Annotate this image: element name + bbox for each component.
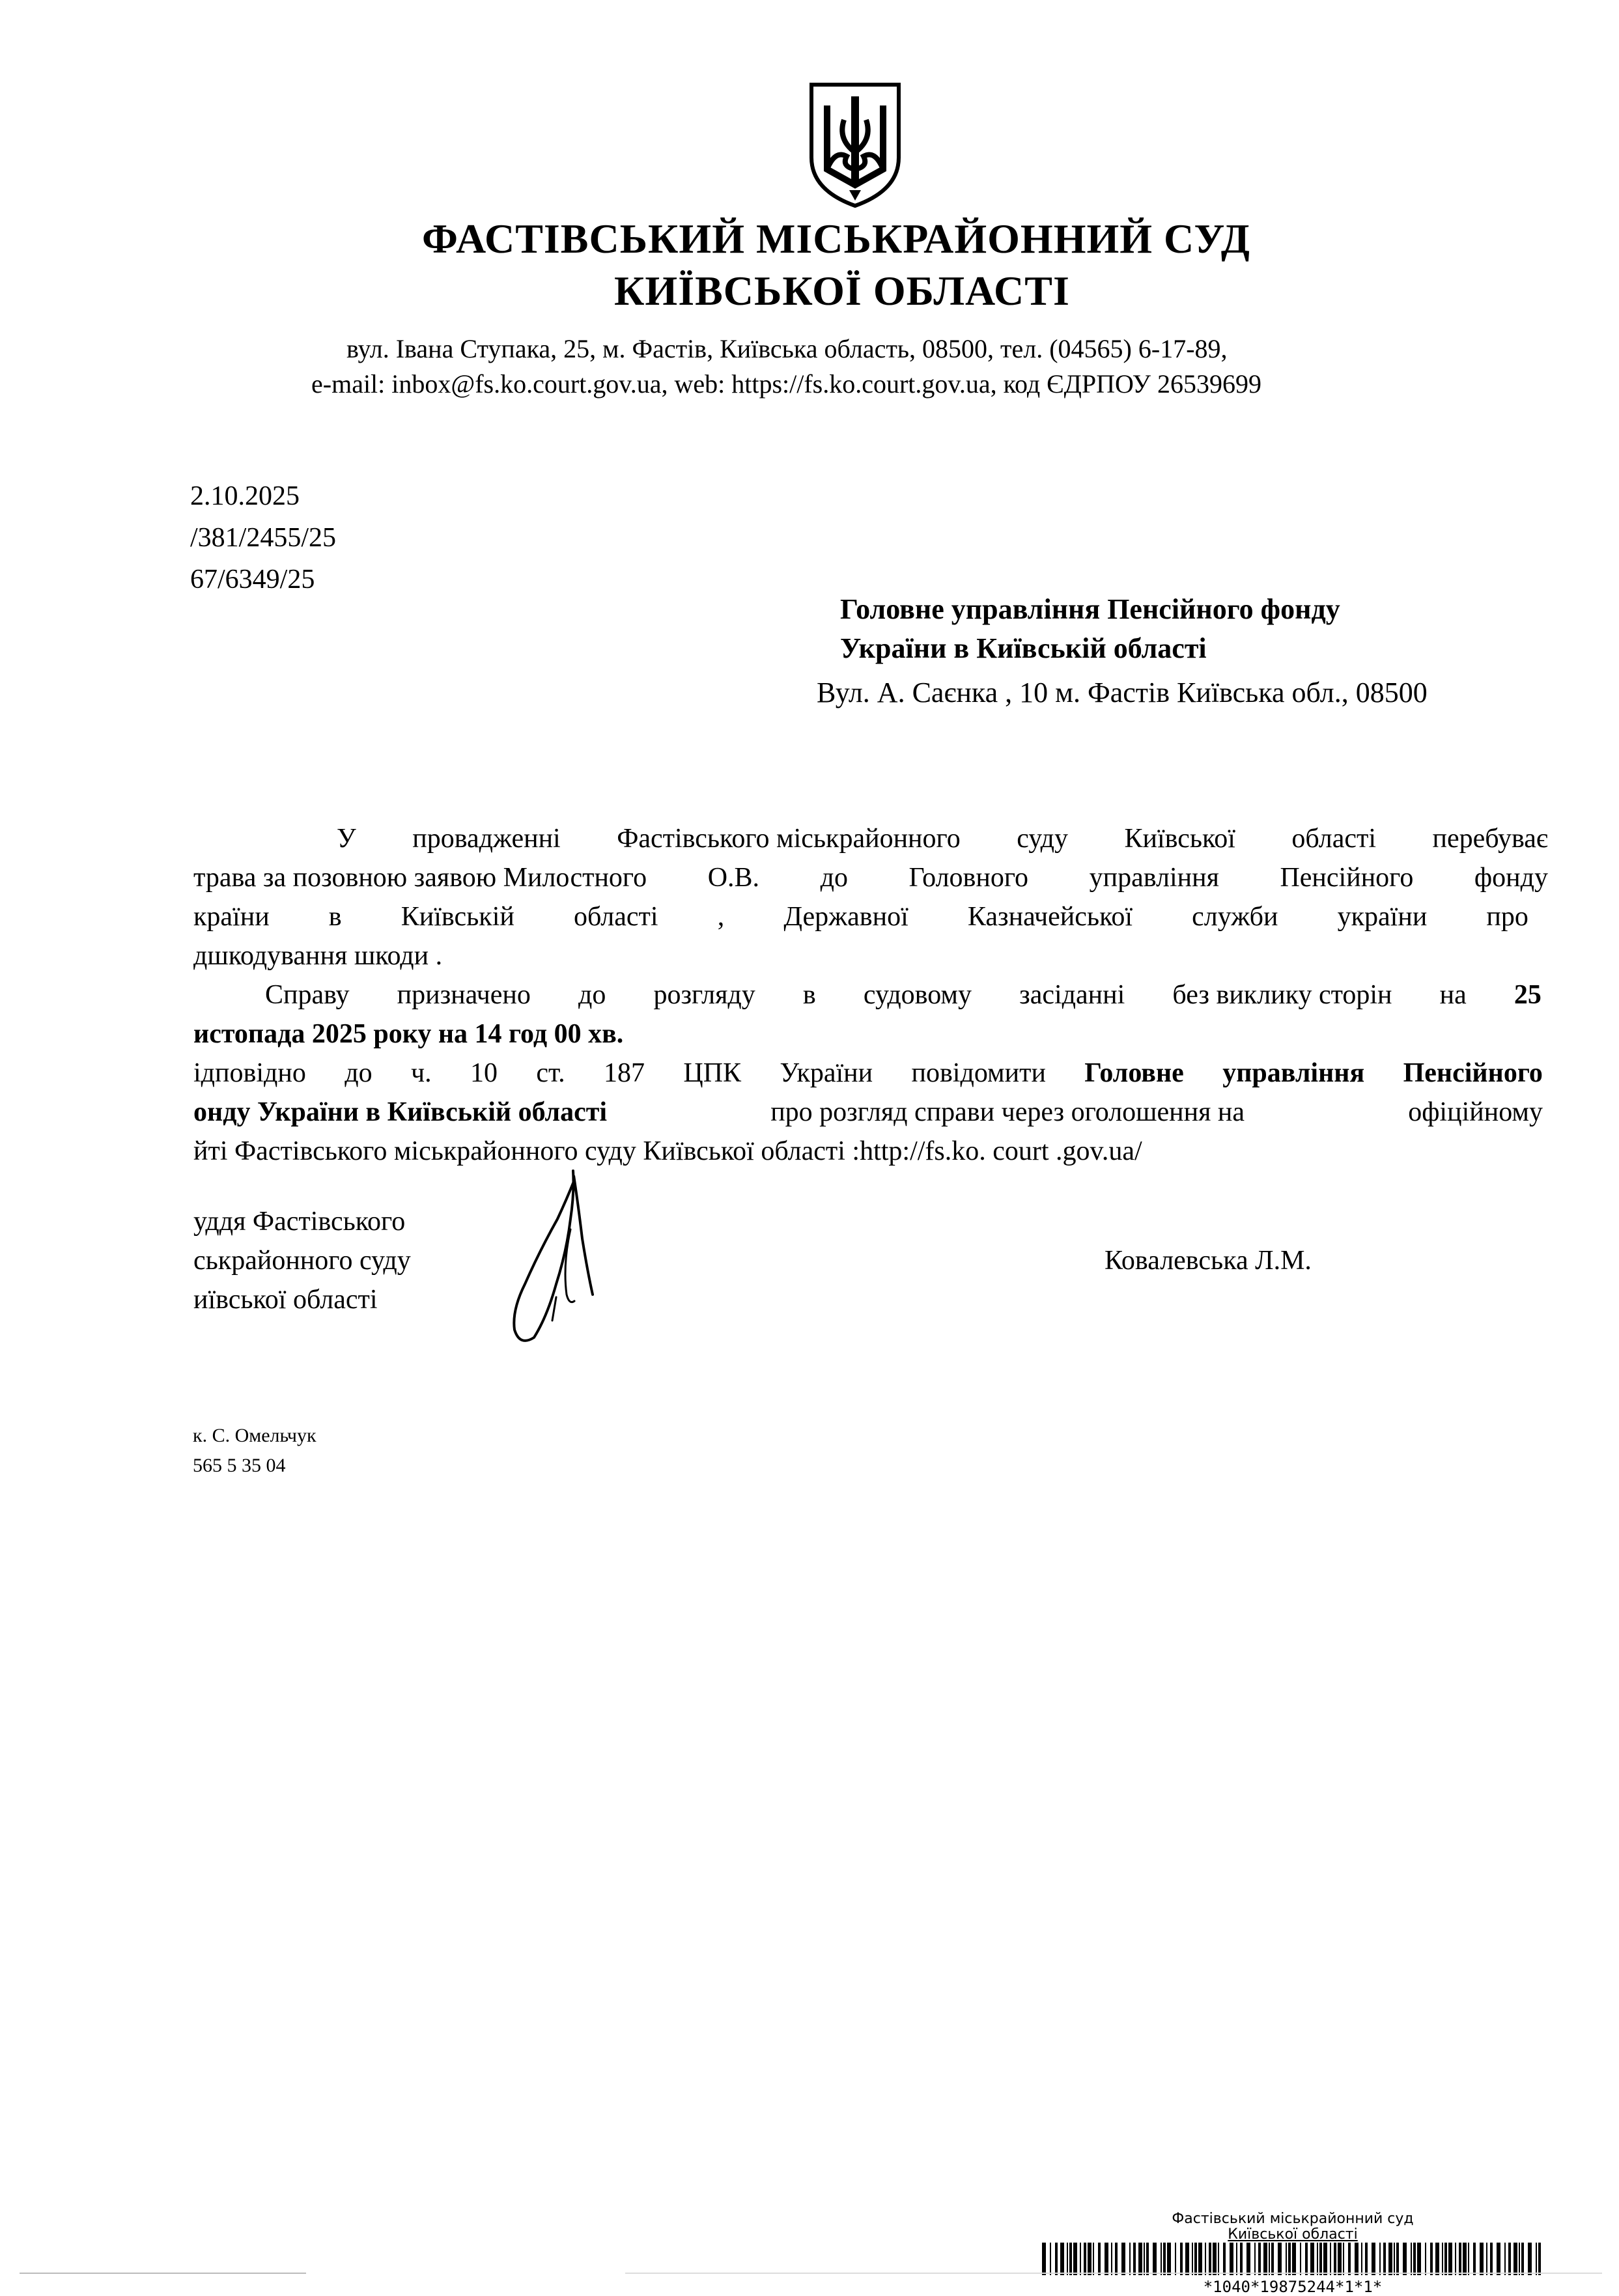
barcode-bar: [1319, 2243, 1322, 2275]
barcode-bar: [1175, 2243, 1176, 2275]
scan-edge-line-left: [20, 2273, 306, 2274]
barcode-bar: [1394, 2243, 1395, 2275]
judge-title-line2: ськрайонного суду: [193, 1246, 411, 1276]
handwritten-signature: [494, 1167, 611, 1347]
judge-title-line3: иївської області: [193, 1285, 378, 1315]
barcode-bar: [1254, 2243, 1256, 2275]
barcode-bar: [1300, 2243, 1301, 2275]
paragraph1-line2: трава за позовною заявою Милостного О.В. до Головного управління Пенсійного фонду: [193, 863, 1548, 893]
barcode-bar: [1310, 2243, 1314, 2275]
barcode: [1042, 2243, 1543, 2275]
executor-name: к. С. Омельчук: [193, 1425, 317, 1446]
barcode-bar: [1468, 2243, 1469, 2275]
barcode-bar: [1240, 2243, 1243, 2275]
barcode-bar: [1288, 2243, 1291, 2275]
barcode-bar: [1365, 2243, 1368, 2275]
barcode-bar: [1504, 2243, 1506, 2275]
recipient-name-line2: України в Київській області: [840, 632, 1207, 664]
stamp-region: Київської області: [1228, 2226, 1358, 2243]
barcode-bar: [1223, 2243, 1226, 2275]
paragraph3-line3: йті Фастівського міськрайонного суду Київської області :http://fs.ko. court .gov.ua/: [193, 1136, 1142, 1166]
barcode-bar: [1180, 2243, 1183, 2275]
judge-name: Ковалевська Л.М.: [1105, 1246, 1312, 1276]
document-reference-1: /381/2455/25: [190, 523, 337, 553]
paragraph3-line2: онду України в Київській області про розгляд справи через оголошення на офіційному: [193, 1097, 1543, 1127]
barcode-bar: [1480, 2243, 1484, 2275]
barcode-bar: [1088, 2243, 1091, 2275]
barcode-bar: [1528, 2243, 1532, 2275]
barcode-bar: [1192, 2243, 1193, 2275]
judge-title-line1: уддя Фастівського: [193, 1207, 406, 1237]
barcode-bar: [1403, 2243, 1407, 2275]
barcode-bar: [1361, 2243, 1362, 2275]
barcode-bar: [1205, 2243, 1206, 2275]
recipient-block: [840, 590, 1340, 668]
barcode-bar: [1286, 2243, 1287, 2275]
barcode-bar: [1536, 2243, 1537, 2275]
barcode-bar: [1379, 2243, 1381, 2275]
barcode-bar: [1236, 2243, 1237, 2275]
barcode-bar: [1455, 2243, 1456, 2275]
recipient-address: Вул. А. Саєнка , 10 м. Фастів Київська обл., 08500: [817, 677, 1428, 708]
scan-edge-line-right: [625, 2273, 1602, 2274]
court-address-line1: вул. Івана Ступака, 25, м. Фастів, Київська область, 08500, тел. (04565) 6-17-89,: [346, 334, 1228, 363]
barcode-bar: [1144, 2243, 1145, 2275]
recipient-name-line1: Головне управління Пенсійного фонду: [840, 593, 1340, 625]
document-date: 2.10.2025: [190, 481, 300, 511]
barcode-bar: [1383, 2243, 1386, 2275]
executor-block: [193, 1421, 317, 1481]
barcode-bar: [1490, 2243, 1493, 2275]
barcode-bar: [1497, 2243, 1500, 2275]
barcode-bar: [1396, 2243, 1399, 2275]
barcode-bar: [1334, 2243, 1336, 2275]
document-meta: [190, 475, 336, 600]
barcode-bar: [1269, 2243, 1270, 2275]
barcode-bar: [1055, 2243, 1058, 2275]
barcode-bar: [1292, 2243, 1296, 2275]
barcode-bar: [1425, 2243, 1426, 2275]
barcode-bar: [1105, 2243, 1108, 2275]
barcode-bar: [1411, 2243, 1412, 2275]
barcode-bar: [1185, 2243, 1189, 2275]
paragraph1-line3: країни в Київській області , Державної Казначейської служби україни про: [193, 902, 1528, 932]
barcode-bar: [1486, 2243, 1487, 2275]
stamp-court-name: Фастівський міськрайонний суд: [1172, 2211, 1414, 2227]
barcode-bar: [1230, 2243, 1233, 2275]
barcode-bar: [1459, 2243, 1461, 2275]
barcode-bar: [1521, 2243, 1524, 2275]
barcode-bar: [1213, 2243, 1217, 2275]
barcode-bar: [1209, 2243, 1211, 2275]
barcode-bar: [1042, 2243, 1046, 2275]
barcode-bar: [1198, 2243, 1202, 2275]
paragraph2-line2: истопада 2025 року на 14 год 00 хв.: [193, 1019, 624, 1049]
barcode-bar: [1129, 2243, 1131, 2275]
barcode-bar: [1444, 2243, 1447, 2275]
document-reference-2: 67/6349/25: [190, 565, 315, 595]
barcode-bar: [1513, 2243, 1517, 2275]
barcode-bar: [1473, 2243, 1476, 2275]
barcode-bar: [1067, 2243, 1068, 2275]
barcode-bar: [1133, 2243, 1136, 2275]
barcode-bar: [1435, 2243, 1439, 2275]
barcode-bar: [1323, 2243, 1327, 2275]
barcode-bar: [1348, 2243, 1351, 2275]
registration-stamp: [1042, 2211, 1543, 2295]
judge-title-block: [193, 1202, 411, 1319]
barcode-bar: [1084, 2243, 1086, 2275]
paragraph2-line1: Справу призначено до розгляду в судовому засіданні без виклику сторін на 25: [265, 980, 1542, 1010]
barcode-bar: [1121, 2243, 1125, 2275]
court-title-line1: ФАСТІВСЬКИЙ МІСЬКРАЙОННИЙ СУД: [422, 216, 1250, 262]
barcode-bar: [1153, 2243, 1157, 2275]
barcode-bar: [1093, 2243, 1094, 2275]
barcode-bar: [1069, 2243, 1072, 2275]
barcode-bar: [1194, 2243, 1197, 2275]
paragraph1-line4: дшкодування шкоди .: [193, 941, 443, 971]
barcode-bar: [1413, 2243, 1416, 2275]
barcode-bar: [1430, 2243, 1433, 2275]
barcode-bar: [1073, 2243, 1077, 2275]
barcode-bar: [1218, 2243, 1219, 2275]
barcode-bar: [1519, 2243, 1520, 2275]
barcode-bar: [1338, 2243, 1342, 2275]
paragraph1-line1: У провадженні Фастівського міськрайонного суду Київської області перебуває: [337, 824, 1548, 854]
barcode-bar: [1463, 2243, 1467, 2275]
barcode-bar: [1330, 2243, 1331, 2275]
barcode-bar: [1372, 2243, 1375, 2275]
barcode-bar: [1417, 2243, 1421, 2275]
barcode-bar: [1246, 2243, 1250, 2275]
barcode-bar: [1111, 2243, 1112, 2275]
coat-of-arms-emblem: [806, 79, 904, 210]
barcode-bar: [1138, 2243, 1142, 2275]
barcode-bar: [1508, 2243, 1511, 2275]
barcode-bar: [1050, 2243, 1051, 2275]
court-title-line2: КИЇВСЬКОЇ ОБЛАСТІ: [614, 268, 1070, 314]
barcode-bar: [1343, 2243, 1344, 2275]
barcode-bar: [1146, 2243, 1149, 2275]
barcode-bar: [1538, 2243, 1541, 2275]
barcode-bar: [1355, 2243, 1359, 2275]
barcode-bar: [1448, 2243, 1452, 2275]
barcode-number: *1040*19875244*1*1*: [1203, 2278, 1383, 2296]
barcode-bar: [1098, 2243, 1101, 2275]
barcode-bar: [1080, 2243, 1081, 2275]
barcode-bar: [1271, 2243, 1274, 2275]
barcode-bar: [1388, 2243, 1392, 2275]
barcode-bar: [1278, 2243, 1282, 2275]
letter-body: [193, 819, 1548, 1171]
barcode-bar: [1161, 2243, 1162, 2275]
barcode-bar: [1060, 2243, 1064, 2275]
barcode-bar: [1317, 2243, 1318, 2275]
executor-phone: 565 5 35 04: [193, 1455, 286, 1476]
court-address-line2: e-mail: inbox@fs.ko.court.gov.ua, web: https://fs.ko.court.gov.ua, код ЄДРПОУ 26539699: [311, 369, 1261, 399]
barcode-bar: [1263, 2243, 1267, 2275]
paragraph3-line1: ідповідно до ч. 10 ст. 187 ЦПК України повідомити Головне управління Пенсійного: [193, 1058, 1543, 1088]
barcode-bar: [1305, 2243, 1308, 2275]
barcode-bar: [1163, 2243, 1166, 2275]
barcode-bar: [1115, 2243, 1118, 2275]
barcode-bar: [1167, 2243, 1171, 2275]
barcode-bar: [1258, 2243, 1261, 2275]
barcode-bar: [1442, 2243, 1443, 2275]
